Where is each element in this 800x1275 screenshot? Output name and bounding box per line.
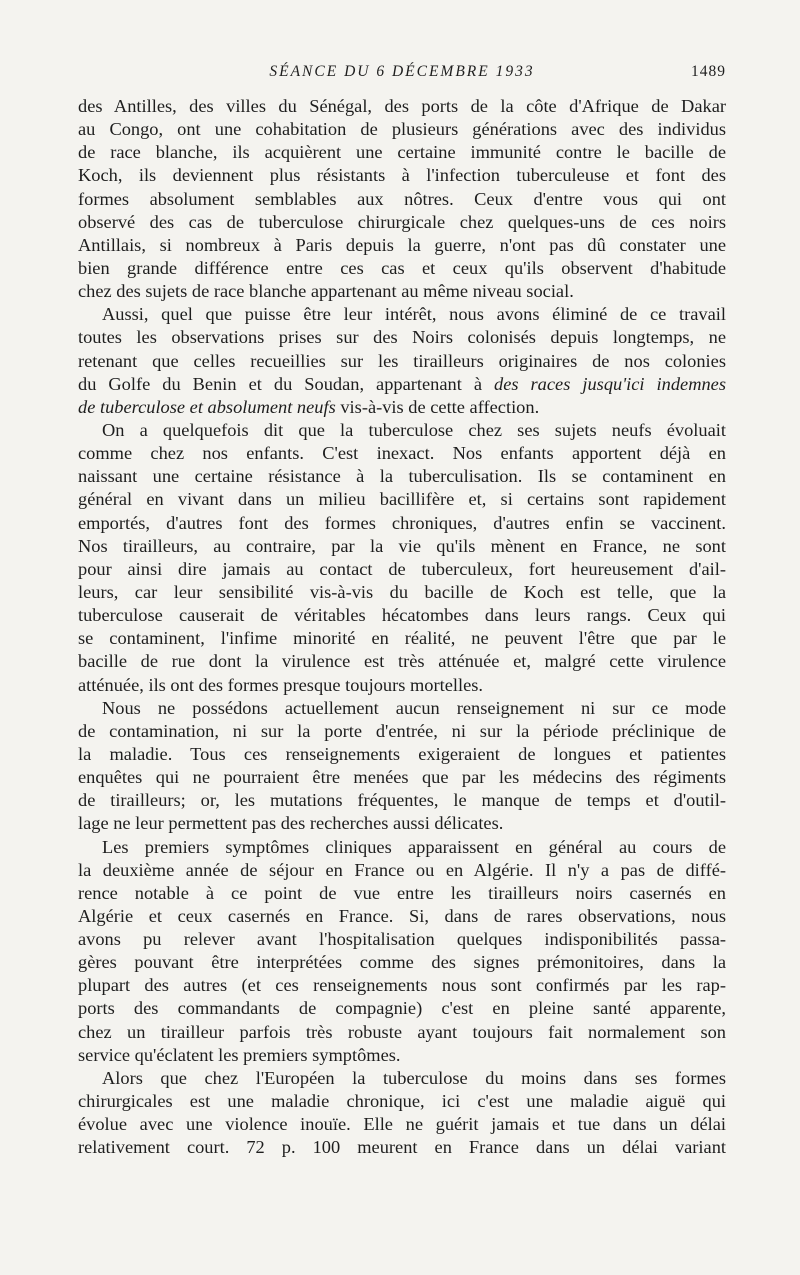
text-line [78, 396, 726, 419]
text-line: Alors que chez l'Européen la tuberculose du moins dans ses formes [102, 1067, 726, 1088]
text-line: tuberculose causerait de véritables hécatombes dans leurs rangs. Ceux qui [78, 605, 726, 626]
text-line: Les premiers symptômes cliniques apparaissent en général au cours de [102, 836, 726, 857]
text-line: de contamination, ni sur la porte d'entrée, ni sur la période préclinique de [78, 720, 726, 741]
text-line: lage ne leur permettent pas des recherches aussi délicates. [78, 813, 504, 834]
text-line [78, 373, 726, 396]
text-line: chez des sujets de race blanche appartenant au même niveau social. [78, 281, 574, 302]
text-line: plupart des autres (et ces renseignements nous sont confirmés par les rap- [78, 975, 726, 996]
text-line: atténuée, ils ont des formes presque toujours mortelles. [78, 674, 484, 695]
text-line: se contaminent, l'infime minorité en réalité, ne peuvent l'être que par le [78, 628, 726, 649]
text-line: gères pouvant être interprétées comme des signes prémonitoires, dans la [78, 952, 726, 973]
text-line: chez un tirailleur parfois très robuste ayant toujours fait normalement son [78, 1021, 726, 1042]
page-number: 1489 [691, 63, 726, 80]
text-line: Aussi, quel que puisse être leur intérêt, nous avons éliminé de ce travail [102, 304, 726, 325]
text-line: chirurgicales est une maladie chronique, ici c'est une maladie aiguë qui [78, 1091, 726, 1112]
text-line: ports des commandants de compagnie) c'est en pleine santé apparente, [78, 998, 726, 1019]
text-line: rence notable à ce point de vue entre les tirailleurs noirs casernés en [78, 882, 726, 903]
text-line: leurs, car leur sensibilité vis-à-vis du bacille de Koch est telle, que la [78, 581, 726, 602]
text-line: observé des cas de tuberculose chirurgicale chez quelques-uns de ces noirs [78, 211, 726, 232]
running-title: SÉANCE DU 6 DÉCEMBRE 1933 [269, 63, 535, 80]
page-header [78, 63, 726, 87]
body-text [78, 95, 726, 1159]
text-line: avons pu relever avant l'hospitalisation quelques indisponibilités passa- [78, 929, 726, 950]
text-line: Nous ne possédons actuellement aucun renseignement ni sur ce mode [102, 697, 726, 718]
text-run: du Golfe du Benin et du Soudan, appartenant à [78, 373, 494, 394]
italic-text: des races jusqu'ici indemnes [494, 373, 726, 394]
text-line: enquêtes qui ne pourraient être menées que par les médecins des régiments [78, 767, 726, 788]
text-line: la maladie. Tous ces renseignements exigeraient de longues et patientes [78, 743, 726, 764]
text-line: bien grande différence entre ces cas et ceux qu'ils observent d'habitude [78, 257, 726, 278]
text-line: retenant que celles recueillies sur les tirailleurs originaires de nos colonies [78, 350, 726, 371]
text-line: formes absolument semblables aux nôtres. Ceux d'entre vous qui ont [78, 188, 726, 209]
italic-text: de tuberculose et absolument neufs [78, 396, 336, 417]
text-line: des Antilles, des villes du Sénégal, des ports de la côte d'Afrique de Dakar [78, 96, 726, 116]
text-line: On a quelquefois dit que la tuberculose chez ses sujets neufs évoluait [102, 419, 726, 440]
text-line: Algérie et ceux casernés en France. Si, dans de rares observations, nous [78, 905, 726, 926]
text-line: Koch, ils deviennent plus résistants à l'infection tuberculeuse et font des [78, 165, 726, 186]
text-line: relativement court. 72 p. 100 meurent en France dans un délai variant [78, 1137, 726, 1158]
text-line: au Congo, ont une cohabitation de plusieurs générations avec des individus [78, 119, 726, 140]
text-line: évolue avec une violence inouïe. Elle ne guérit jamais et tue dans un délai [78, 1114, 726, 1135]
text-line: bacille de rue dont la virulence est très atténuée et, malgré cette virulence [78, 651, 726, 672]
text-line: de race blanche, ils acquièrent une certaine immunité contre le bacille de [78, 142, 726, 163]
text-line: Nos tirailleurs, au contraire, par la vie qu'ils mènent en France, ne sont [78, 535, 726, 556]
text-line: service qu'éclatent les premiers symptômes. [78, 1044, 401, 1065]
text-line: emportés, d'autres font des formes chroniques, d'autres enfin se vaccinent. [78, 512, 726, 533]
text-line: naissant une certaine résistance à la tuberculisation. Ils se contaminent en [78, 466, 726, 487]
text-run: vis-à-vis de cette affection. [335, 396, 540, 417]
text-line: comme chez nos enfants. C'est inexact. Nos enfants apportent déjà en [78, 443, 726, 464]
text-line: Antillais, si nombreux à Paris depuis la guerre, n'ont pas dû constater une [78, 234, 726, 255]
text-line: général en vivant dans un milieu bacillifère et, si certains sont rapidement [78, 489, 726, 510]
text-line: la deuxième année de séjour en France ou en Algérie. Il n'y a pas de diffé- [78, 859, 726, 880]
text-line: toutes les observations prises sur des Noirs colonisés depuis longtemps, ne [78, 327, 726, 348]
text-line: de tirailleurs; or, les mutations fréquentes, le manque de temps et d'outil- [78, 790, 726, 811]
text-line: pour ainsi dire jamais au contact de tuberculeux, fort heureusement d'ail- [78, 558, 726, 579]
